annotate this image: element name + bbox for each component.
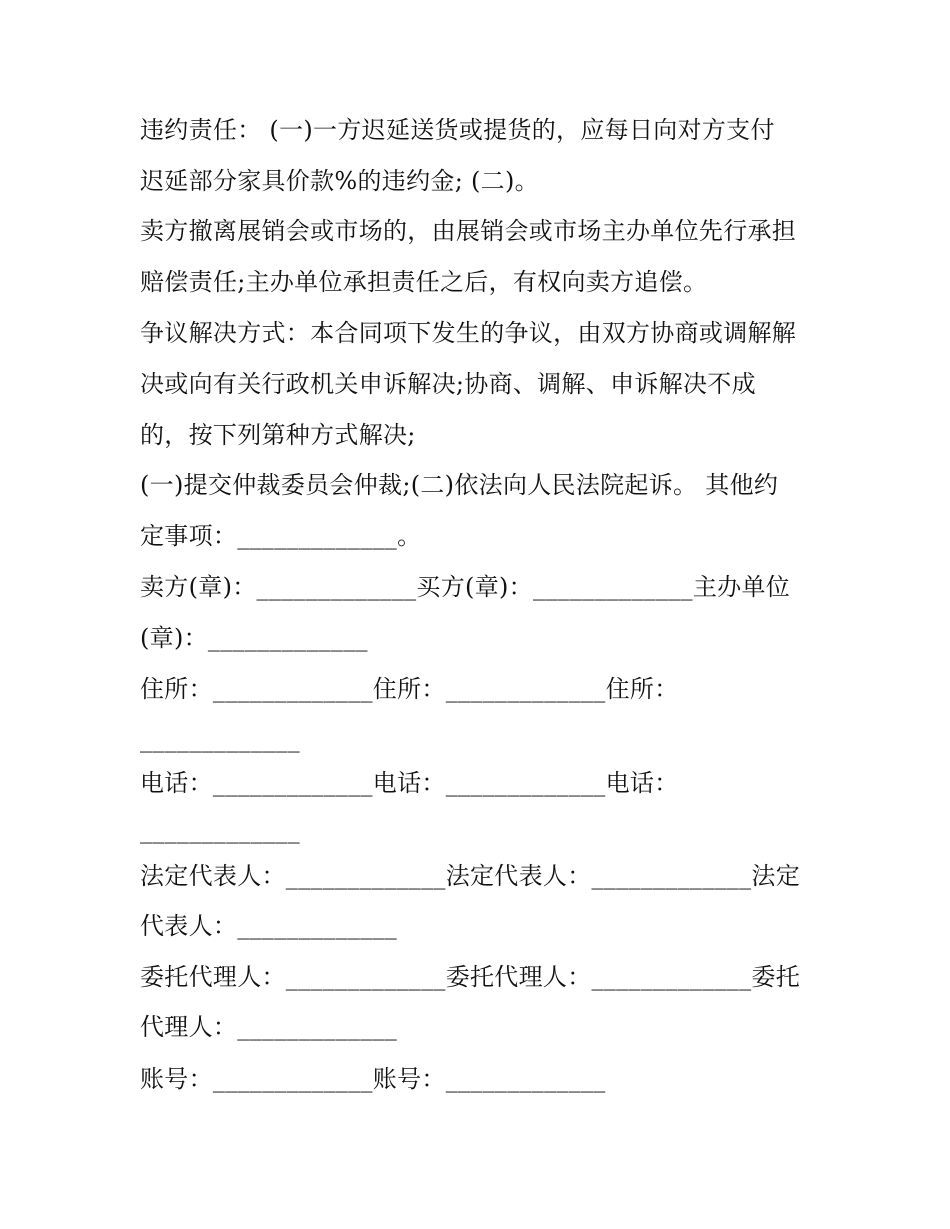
- text-line: 电话：_____________电话：_____________电话：: [140, 769, 679, 797]
- text-line: 的，按下列第种方式解决;: [140, 421, 416, 449]
- text-line: 迟延部分家具价款%的违约金; (二)。: [140, 167, 539, 195]
- text-line: 法定代表人：_____________法定代表人：_____________法定: [140, 862, 800, 890]
- text-line: _____________: [140, 725, 300, 753]
- text-line: 卖方(章)：_____________买方(章)：_____________主办单位: [140, 573, 791, 601]
- text-line: 定事项：_____________。: [140, 522, 422, 550]
- text-line: 代表人：_____________: [140, 912, 398, 940]
- text-line: _____________: [140, 816, 300, 844]
- text-line: 委托代理人：_____________委托代理人：_____________委托: [140, 963, 800, 991]
- text-line: (章)：_____________: [140, 624, 368, 652]
- text-line: (一)提交仲裁委员会仲裁;(二)依法向人民法院起诉。 其他约: [140, 471, 779, 499]
- text-line: 赔偿责任;主办单位承担责任之后，有权向卖方追偿。: [140, 268, 708, 296]
- text-line: 卖方撤离展销会或市场的，由展销会或市场主办单位先行承担: [140, 217, 797, 245]
- text-line: 争议解决方式：本合同项下发生的争议，由双方协商或调解解: [140, 319, 797, 347]
- text-line: 决或向有关行政机关申诉解决;协商、调解、申诉解决不成: [140, 370, 756, 398]
- text-line: 账号：_____________账号：_____________: [140, 1065, 606, 1093]
- text-line: 代理人：_____________: [140, 1013, 398, 1041]
- text-line: 违约责任： (一)一方迟延送货或提货的，应每日向对方支付: [140, 116, 775, 144]
- text-line: 住所：_____________住所：_____________住所：: [140, 675, 679, 703]
